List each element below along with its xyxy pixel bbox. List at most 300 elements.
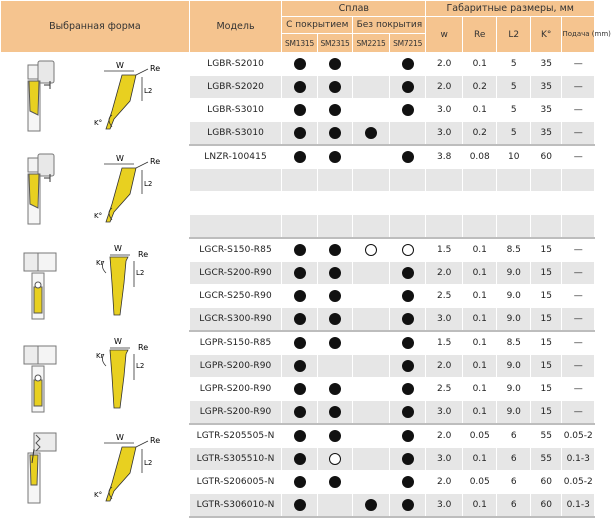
holder-lgbr-drawing	[14, 57, 64, 137]
dim-w-cell: 3.0	[426, 99, 463, 122]
alloy-cell-sm1315	[282, 308, 318, 332]
alloy-cell-sm1315	[282, 76, 318, 99]
holder-image-lgcr	[1, 238, 78, 331]
dim-l2-cell: 8.5	[497, 331, 531, 355]
model-cell	[189, 192, 281, 215]
model-cell: LGTR-S205505-N	[189, 424, 281, 448]
dim-k-cell: 15	[530, 285, 561, 308]
dim-re-cell: 0.1	[462, 448, 497, 471]
dim-feed-cell: 0.05-2	[562, 471, 595, 494]
alloy-cell-sm7215	[389, 192, 426, 215]
dim-w-cell: 2.0	[426, 471, 463, 494]
available-filled-icon	[294, 476, 306, 488]
available-filled-icon	[329, 337, 341, 349]
available-filled-icon	[402, 476, 414, 488]
insert-image-lgtr	[78, 424, 190, 517]
alloy-cell-sm2315	[317, 145, 353, 169]
alloy-cell-sm2315	[317, 99, 353, 122]
alloy-cell-sm2315	[317, 401, 353, 425]
alloy-cell-sm2315	[317, 215, 353, 239]
alloy-cell-sm2215	[353, 238, 390, 262]
alloy-cell-sm2215	[353, 378, 390, 401]
dim-feed-cell: —	[562, 262, 595, 285]
available-filled-icon	[402, 383, 414, 395]
dim-w-cell: 2.0	[426, 355, 463, 378]
available-filled-icon	[294, 151, 306, 163]
alloy-cell-sm2315	[317, 169, 353, 192]
dim-l2-cell: 6	[497, 448, 531, 471]
alloy-cell-sm7215	[389, 285, 426, 308]
available-filled-icon	[294, 267, 306, 279]
model-cell: LNZR-100415	[189, 145, 281, 169]
insert-image-lgpr	[78, 331, 190, 424]
available-filled-icon	[329, 104, 341, 116]
svg-text:L2: L2	[135, 362, 144, 370]
alloy-cell-sm2215	[353, 331, 390, 355]
model-cell: LGBR-S2020	[189, 76, 281, 99]
svg-text:L2: L2	[135, 269, 144, 277]
dim-k-cell: 35	[530, 76, 561, 99]
model-cell: LGPR-S200-R90	[189, 355, 281, 378]
available-filled-icon	[294, 430, 306, 442]
alloy-cell-sm7215	[389, 494, 426, 518]
svg-text:Re: Re	[137, 343, 148, 352]
available-filled-icon	[329, 244, 341, 256]
alloy-cell-sm1315	[282, 494, 318, 518]
dim-re-cell: 0.1	[462, 238, 497, 262]
holder-lgcr-drawing	[14, 243, 64, 323]
available-filled-icon	[294, 406, 306, 418]
dim-re-cell: 0.05	[462, 424, 497, 448]
dim-w-cell: 3.0	[426, 494, 463, 518]
available-open-icon	[329, 453, 341, 465]
alloy-cell-sm2315	[317, 448, 353, 471]
dim-k-cell: 60	[530, 494, 561, 518]
alloy-cell-sm1315	[282, 145, 318, 169]
alloy-cell-sm7215	[389, 448, 426, 471]
alloy-cell-sm2315	[317, 122, 353, 146]
dim-w-cell: 3.8	[426, 145, 463, 169]
alloy-cell-sm1315	[282, 424, 318, 448]
dim-feed-cell: —	[562, 238, 595, 262]
alloy-cell-sm2315	[317, 378, 353, 401]
table-row	[1, 53, 595, 76]
holder-lgbr-drawing	[14, 150, 64, 230]
dim-w-cell: 3.0	[426, 401, 463, 425]
alloy-cell-sm2215	[353, 215, 390, 239]
available-filled-icon	[294, 127, 306, 139]
alloy-cell-sm7215	[389, 169, 426, 192]
dim-w-cell	[426, 215, 463, 239]
available-filled-icon	[294, 104, 306, 116]
dim-w-cell: 1.5	[426, 238, 463, 262]
dim-l2-cell: 6	[497, 424, 531, 448]
dim-w-cell: 3.0	[426, 122, 463, 146]
header-k: K°	[530, 17, 561, 53]
dim-re-cell: 0.1	[462, 355, 497, 378]
dim-l2-cell: 9.0	[497, 401, 531, 425]
header-l2: L2	[497, 17, 531, 53]
dim-w-cell: 3.0	[426, 308, 463, 332]
available-filled-icon	[402, 290, 414, 302]
svg-text:L2: L2	[143, 180, 152, 188]
available-filled-icon	[294, 244, 306, 256]
holder-lgtr-drawing	[14, 429, 64, 509]
alloy-cell-sm1315	[282, 285, 318, 308]
alloy-cell-sm2315	[317, 53, 353, 76]
dim-feed-cell: 0.1-3	[562, 448, 595, 471]
alloy-cell-sm1315	[282, 448, 318, 471]
svg-text:Re: Re	[149, 157, 160, 166]
available-filled-icon	[294, 58, 306, 70]
dim-feed-cell	[562, 215, 595, 239]
alloy-cell-sm2215	[353, 169, 390, 192]
dim-re-cell: 0.1	[462, 308, 497, 332]
available-filled-icon	[294, 81, 306, 93]
header-coated: С покрытием	[282, 17, 353, 34]
insert-image-lgcr	[78, 238, 190, 331]
dim-re-cell: 0.05	[462, 471, 497, 494]
model-cell: LGBR-S3010	[189, 99, 281, 122]
insert-drawing	[86, 429, 182, 509]
header-model: Модель	[189, 1, 281, 53]
dim-feed-cell	[562, 192, 595, 215]
holder-lgcr-drawing	[14, 336, 64, 416]
dim-w-cell: 2.5	[426, 378, 463, 401]
alloy-cell-sm2315	[317, 494, 353, 518]
alloy-cell-sm2215	[353, 471, 390, 494]
available-filled-icon	[402, 58, 414, 70]
header-alloy: Сплав	[282, 1, 426, 17]
alloy-cell-sm2215	[353, 285, 390, 308]
alloy-cell-sm7215	[389, 145, 426, 169]
alloy-cell-sm7215	[389, 76, 426, 99]
model-cell: LGTR-S206005-N	[189, 471, 281, 494]
dim-w-cell: 2.0	[426, 424, 463, 448]
alloy-cell-sm1315	[282, 215, 318, 239]
model-cell: LGPR-S200-R90	[189, 401, 281, 425]
model-cell: LGCR-S150-R85	[189, 238, 281, 262]
available-filled-icon	[402, 430, 414, 442]
svg-text:K°: K°	[93, 491, 102, 499]
available-filled-icon	[329, 476, 341, 488]
dim-re-cell: 0.1	[462, 331, 497, 355]
available-filled-icon	[294, 313, 306, 325]
alloy-cell-sm2215	[353, 53, 390, 76]
dim-w-cell	[426, 192, 463, 215]
dim-k-cell: 15	[530, 308, 561, 332]
alloy-cell-sm7215	[389, 238, 426, 262]
alloy-cell-sm2315	[317, 76, 353, 99]
model-cell: LGTR-S305510-N	[189, 448, 281, 471]
dim-re-cell: 0.1	[462, 401, 497, 425]
alloy-cell-sm2215	[353, 145, 390, 169]
dim-l2-cell: 10	[497, 145, 531, 169]
dim-feed-cell: —	[562, 145, 595, 169]
dim-l2-cell: 6	[497, 471, 531, 494]
insert-image-lgbr	[78, 53, 190, 146]
available-filled-icon	[329, 290, 341, 302]
dim-k-cell: 15	[530, 238, 561, 262]
model-cell: LGCR-S300-R90	[189, 308, 281, 332]
dim-re-cell: 0.2	[462, 76, 497, 99]
dim-k-cell: 15	[530, 331, 561, 355]
dim-l2-cell: 8.5	[497, 238, 531, 262]
dim-l2-cell: 9.0	[497, 308, 531, 332]
alloy-cell-sm1315	[282, 378, 318, 401]
available-filled-icon	[402, 337, 414, 349]
dim-w-cell: 3.0	[426, 448, 463, 471]
insert-drawing	[86, 150, 182, 230]
available-filled-icon	[402, 360, 414, 372]
dim-k-cell: 55	[530, 448, 561, 471]
dim-k-cell: 60	[530, 471, 561, 494]
dim-l2-cell: 9.0	[497, 285, 531, 308]
dim-k-cell: 60	[530, 145, 561, 169]
dim-re-cell: 0.1	[462, 285, 497, 308]
alloy-cell-sm2215	[353, 262, 390, 285]
alloy-cell-sm7215	[389, 262, 426, 285]
dim-k-cell: 35	[530, 53, 561, 76]
model-cell: LGTR-S306010-N	[189, 494, 281, 518]
svg-text:Re: Re	[137, 250, 148, 259]
dim-feed-cell: —	[562, 308, 595, 332]
alloy-cell-sm2315	[317, 262, 353, 285]
available-filled-icon	[402, 267, 414, 279]
available-filled-icon	[294, 337, 306, 349]
dim-feed-cell: —	[562, 401, 595, 425]
header-w: w	[426, 17, 463, 53]
header-re: Re	[462, 17, 497, 53]
dim-l2-cell: 5	[497, 99, 531, 122]
dim-feed-cell: —	[562, 378, 595, 401]
dim-w-cell: 1.5	[426, 331, 463, 355]
available-filled-icon	[329, 58, 341, 70]
model-cell: LGPR-S200-R90	[189, 378, 281, 401]
model-cell: LGBR-S3010	[189, 122, 281, 146]
dim-re-cell: 0.1	[462, 494, 497, 518]
dim-re-cell	[462, 192, 497, 215]
alloy-cell-sm7215	[389, 99, 426, 122]
dim-k-cell: 15	[530, 378, 561, 401]
dim-feed-cell	[562, 169, 595, 192]
available-filled-icon	[329, 127, 341, 139]
available-filled-icon	[402, 81, 414, 93]
alloy-cell-sm7215	[389, 215, 426, 239]
svg-text:Re: Re	[149, 64, 160, 74]
header-dims: Габаритные размеры, мм	[426, 1, 595, 17]
dim-re-cell	[462, 215, 497, 239]
available-filled-icon	[294, 453, 306, 465]
alloy-cell-sm7215	[389, 122, 426, 146]
alloy-cell-sm7215	[389, 331, 426, 355]
available-filled-icon	[329, 81, 341, 93]
dim-re-cell: 0.1	[462, 262, 497, 285]
dim-feed-cell: —	[562, 331, 595, 355]
alloy-cell-sm2315	[317, 331, 353, 355]
available-filled-icon	[329, 383, 341, 395]
alloy-cell-sm1315	[282, 355, 318, 378]
alloy-cell-sm1315	[282, 238, 318, 262]
model-cell: LGBR-S2010	[189, 53, 281, 76]
insert-drawing	[86, 57, 182, 137]
dim-k-cell: 15	[530, 355, 561, 378]
alloy-cell-sm2215	[353, 308, 390, 332]
alloy-cell-sm7215	[389, 355, 426, 378]
svg-text:W: W	[115, 154, 124, 163]
svg-text:L2: L2	[143, 87, 152, 96]
alloy-cell-sm2215	[353, 355, 390, 378]
svg-text:K°: K°	[93, 119, 102, 128]
dim-l2-cell: 9.0	[497, 262, 531, 285]
svg-text:K°: K°	[93, 212, 102, 220]
alloy-cell-sm1315	[282, 122, 318, 146]
dim-feed-cell: —	[562, 76, 595, 99]
available-filled-icon	[402, 453, 414, 465]
insert-lgcr-drawing	[86, 243, 182, 323]
alloy-cell-sm2315	[317, 355, 353, 378]
dim-l2-cell: 5	[497, 53, 531, 76]
dim-feed-cell: —	[562, 355, 595, 378]
svg-text:L2: L2	[143, 459, 152, 467]
dim-k-cell: 15	[530, 401, 561, 425]
dim-w-cell: 2.0	[426, 76, 463, 99]
alloy-cell-sm7215	[389, 401, 426, 425]
alloy-cell-sm1315	[282, 192, 318, 215]
alloy-cell-sm7215	[389, 424, 426, 448]
available-filled-icon	[365, 127, 377, 139]
dim-re-cell	[462, 169, 497, 192]
available-filled-icon	[294, 383, 306, 395]
table-row	[1, 331, 595, 355]
alloy-cell-sm2215	[353, 122, 390, 146]
alloy-cell-sm7215	[389, 53, 426, 76]
header-feed: Подача (mm)	[562, 17, 595, 53]
alloy-cell-sm2215	[353, 448, 390, 471]
dim-k-cell	[530, 192, 561, 215]
alloy-cell-sm7215	[389, 378, 426, 401]
dim-l2-cell: 6	[497, 494, 531, 518]
dim-k-cell: 55	[530, 424, 561, 448]
holder-image-lgpr	[1, 331, 78, 424]
header-uncoated: Без покрытия	[353, 17, 426, 34]
svg-text:W: W	[115, 61, 124, 71]
svg-text:W: W	[115, 433, 124, 442]
dim-k-cell: 35	[530, 99, 561, 122]
available-filled-icon	[402, 406, 414, 418]
table-row	[1, 424, 595, 448]
available-open-icon	[402, 244, 414, 256]
available-filled-icon	[294, 360, 306, 372]
alloy-cell-sm2315	[317, 424, 353, 448]
alloy-cell-sm7215	[389, 308, 426, 332]
available-filled-icon	[329, 151, 341, 163]
alloy-cell-sm2215	[353, 192, 390, 215]
alloy-cell-sm1315	[282, 262, 318, 285]
dim-feed-cell: 0.1-3	[562, 494, 595, 518]
dim-w-cell: 2.0	[426, 262, 463, 285]
model-cell: LGCR-S250-R90	[189, 285, 281, 308]
dim-re-cell: 0.1	[462, 53, 497, 76]
dim-l2-cell	[497, 169, 531, 192]
available-filled-icon	[402, 313, 414, 325]
dim-w-cell	[426, 169, 463, 192]
insert-image-lnzr	[78, 145, 190, 238]
dim-k-cell	[530, 169, 561, 192]
dim-k-cell: 15	[530, 262, 561, 285]
available-filled-icon	[402, 499, 414, 511]
dim-l2-cell: 9.0	[497, 378, 531, 401]
model-cell: LGPR-S150-R85	[189, 331, 281, 355]
holder-image-lgbr	[1, 53, 78, 146]
alloy-cell-sm2315	[317, 192, 353, 215]
alloy-cell-sm2215	[353, 76, 390, 99]
dim-l2-cell	[497, 215, 531, 239]
available-filled-icon	[365, 499, 377, 511]
svg-text:Kr: Kr	[95, 352, 103, 360]
alloy-cell-sm2215	[353, 401, 390, 425]
available-filled-icon	[329, 430, 341, 442]
dim-l2-cell: 5	[497, 122, 531, 146]
holder-image-lgtr	[1, 424, 78, 517]
alloy-cell-sm2215	[353, 424, 390, 448]
alloy-cell-sm1315	[282, 471, 318, 494]
alloy-cell-sm2215	[353, 494, 390, 518]
dim-re-cell: 0.1	[462, 378, 497, 401]
alloy-cell-sm1315	[282, 169, 318, 192]
dim-w-cell: 2.5	[426, 285, 463, 308]
dim-k-cell	[530, 215, 561, 239]
dim-feed-cell: —	[562, 285, 595, 308]
available-filled-icon	[402, 151, 414, 163]
svg-text:W: W	[113, 244, 122, 253]
available-filled-icon	[294, 499, 306, 511]
dim-k-cell: 35	[530, 122, 561, 146]
svg-text:Kr: Kr	[95, 259, 103, 267]
alloy-cell-sm1315	[282, 53, 318, 76]
alloy-cell-sm2315	[317, 285, 353, 308]
dim-l2-cell	[497, 192, 531, 215]
dim-feed-cell: —	[562, 99, 595, 122]
alloy-cell-sm2215	[353, 99, 390, 122]
grade-sm1315: SM1315	[282, 34, 318, 53]
alloy-cell-sm7215	[389, 471, 426, 494]
grade-sm7215: SM7215	[389, 34, 426, 53]
dim-feed-cell: —	[562, 122, 595, 146]
model-cell: LGCR-S200-R90	[189, 262, 281, 285]
insert-lgcr-drawing	[86, 336, 182, 416]
holder-image-lnzr	[1, 145, 78, 238]
available-filled-icon	[402, 104, 414, 116]
model-cell	[189, 169, 281, 192]
table-body	[1, 53, 595, 518]
table-row	[1, 238, 595, 262]
dim-w-cell: 2.0	[426, 53, 463, 76]
table-row	[1, 145, 595, 169]
dim-re-cell: 0.1	[462, 99, 497, 122]
dim-feed-cell: 0.05-2	[562, 424, 595, 448]
available-filled-icon	[329, 267, 341, 279]
alloy-cell-sm1315	[282, 331, 318, 355]
alloy-cell-sm1315	[282, 401, 318, 425]
model-cell	[189, 215, 281, 239]
dim-re-cell: 0.08	[462, 145, 497, 169]
dim-feed-cell: —	[562, 53, 595, 76]
grade-sm2315: SM2315	[317, 34, 353, 53]
available-filled-icon	[294, 290, 306, 302]
svg-text:Re: Re	[149, 436, 160, 445]
grade-sm2215: SM2215	[353, 34, 390, 53]
